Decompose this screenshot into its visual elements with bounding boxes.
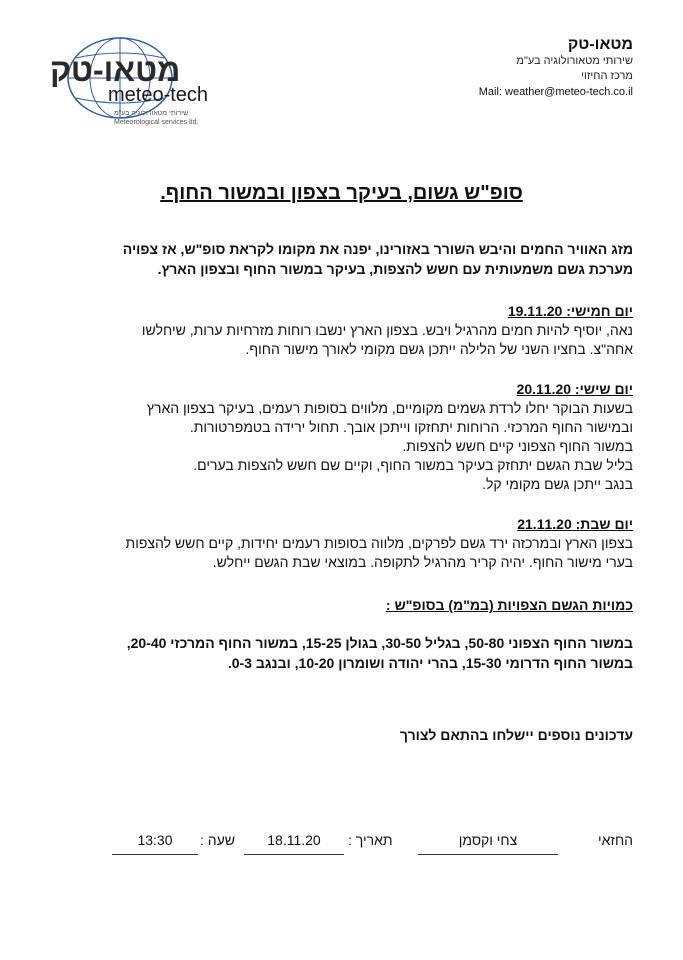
logo-subtitle-hebrew: שירותי מטאורולוגיה בע"מ [114,110,189,117]
company-line2: מרכז החיזוי [581,70,633,82]
company-header [413,36,633,100]
forecaster-name: צחי וקסמן [418,832,558,855]
rain-amounts-heading: כמויות הגשם הצפויות (במ"מ) בסופ"ש : [385,597,633,613]
rain-amounts [33,633,633,673]
contact-email: Mail: weather@meteo-tech.co.il [478,86,633,98]
page-title: סופ"ש גשום, בעיקר בצפון ובמשור החוף. [160,182,523,204]
time-label: שעה : [200,832,236,848]
day-line: בערי מישור החוף. יהיה קריר מהרגיל לתקופה. במוצאי שבת הגשם ייחלש. [212,554,633,570]
day-heading: יום חמישי: 19.11.20 [507,303,633,319]
day-line: בשעות הבוקר יחלו לרדת גשמים מקומיים, מלווים בסופות רעמים, בעיקר בצפון הארץ [146,400,633,416]
forecaster-label: החזאי [598,832,634,848]
logo-subtitle-english: Meteorological services ltd. [114,119,199,126]
day-section-friday [33,380,633,494]
day-line: אחה"צ. בחציו השני של הלילה ייתכן גשם מקומי לאורך מישור החוף. [245,341,633,357]
date-label: תאריך : [348,832,393,848]
updates-note: עדכונים נוספים יישלחו בהתאם לצורך [399,727,633,743]
company-line1: שירותי מטאורולוגיה בע"מ [516,55,633,67]
intro-line: מערכת גשם משמעותית עם חשש להצפות, בעיקר במשור החוף ובצפון הארץ. [157,261,633,277]
day-section-saturday [33,515,633,572]
logo-hebrew-text: מטאו-טק [50,52,181,88]
day-line: בנגב ייתכן גשם מקומי קל. [482,476,633,492]
day-line: נאה, יוסיף להיות חמים מהרגיל ויבש. בצפון הארץ ינשבו רוחות מזרחיות ערות, שיחלשו [141,322,633,338]
company-name: מטאו-טק [567,36,633,53]
day-line: בצפון הארץ ובמרכזה ירד גשם לפרקים, מלווה בסופות רעמים יחידות, קיים חשש להצפות [125,535,633,551]
day-line: ובמישור החוף המרכזי. הרוחות יתחזקו וייתכן אובך. תחול ירידה בטמפרטורות. [189,419,633,435]
rain-amounts-line: במשור החוף הצפוני 50-80, בגליל 30-50, בגולן 15-25, במשור החוף המרכזי 20-40, [126,635,633,651]
company-logo [48,30,238,130]
date-value: 18.11.20 [244,832,344,855]
intro-line: מזג האוויר החמים והיבש השורר באזורינו, יפנה את מקומו לקראת סופ"ש, אז צפויה [122,241,633,257]
time-value: 13:30 [112,832,198,855]
day-heading: יום שישי: 20.11.20 [516,381,633,397]
rain-amounts-line: במשור החוף הדרומי 15-30, בהרי יהודה ושומרון 10-20, ובנגב 0-3. [227,655,633,671]
day-heading: יום שבת: 21.11.20 [517,516,633,532]
day-line: בליל שבת הגשם יתחזק בעיקר במשור החוף, וקיים שם חשש להצפות בערים. [193,457,633,473]
logo-english-text: meteo-tech [108,84,209,106]
intro-paragraph [33,239,633,279]
day-line: במשור החוף הצפוני קיים חשש להצפות. [402,438,633,454]
day-section-thursday [33,302,633,359]
